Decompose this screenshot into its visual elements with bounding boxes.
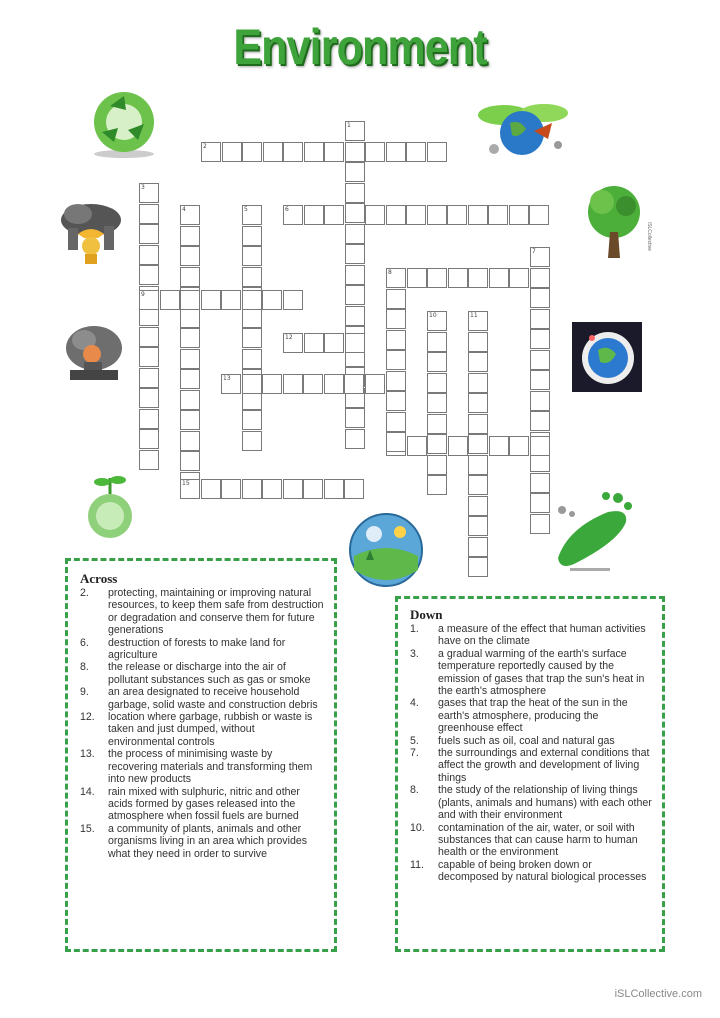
grid-cell[interactable] [242,290,262,310]
clue-across-12: 12. location where garbage, rubbish or waste is taken and just dumped, without environmental controls [80,711,313,748]
grid-cell[interactable] [530,370,550,390]
clue-down-5: 5. fuels such as oil, coal and natural gas [410,734,615,747]
grid-cell[interactable] [180,328,200,348]
grid-cell[interactable] [489,436,509,456]
grid-cell[interactable] [448,436,468,456]
grid-cell[interactable] [489,268,509,288]
grid-cell[interactable] [139,265,159,285]
grid-cell[interactable] [468,373,488,393]
grid-cell[interactable] [530,411,550,431]
clue-number: 10 [429,312,437,319]
grid-cell[interactable] [468,352,488,372]
grid-cell[interactable] [304,142,324,162]
grid-cell[interactable] [427,332,447,352]
grid-cell[interactable] [344,479,364,499]
grid-cell[interactable] [427,352,447,372]
grid-cell[interactable] [386,371,406,391]
grid-cell[interactable] [262,374,282,394]
grid-cell[interactable] [180,390,200,410]
clue-across-8: 8. the release or discharge into the air of pollutant substances such as gas or smoke [80,661,311,686]
grid-cell[interactable] [324,374,344,394]
grid-cell[interactable] [242,431,262,451]
grid-cell[interactable] [304,333,324,353]
page-title: Environment [233,19,487,75]
across-heading: Across [80,571,118,586]
grid-cell[interactable] [180,431,200,451]
grid-cell[interactable] [530,436,550,456]
grid-cell[interactable] [283,374,303,394]
clue-number: 15 [182,480,190,487]
grid-cell[interactable] [427,268,447,288]
grid-cell[interactable] [283,142,303,162]
grid-cell[interactable] [180,410,200,430]
grid-cell[interactable] [345,306,365,326]
grid-cell[interactable] [345,224,365,244]
clue-down-1: 1. a measure of the effect that human activities have on the climate [410,623,646,648]
grid-cell[interactable] [427,475,447,495]
grid-cell[interactable] [180,290,200,310]
grid-cell[interactable] [262,479,282,499]
grid-cell[interactable] [407,436,427,456]
grid-cell[interactable] [468,414,488,434]
grid-cell[interactable] [365,142,385,162]
clue-down-11: 11. capable of being broken down or decomposed by natural biological processes [410,858,647,884]
grid-cell[interactable] [386,309,406,329]
grid-cell[interactable] [427,373,447,393]
grid-cell[interactable] [365,205,385,225]
grid-cell[interactable] [324,205,344,225]
grid-cell[interactable] [468,537,488,557]
grid-cell[interactable] [180,226,200,246]
grid-cell[interactable] [345,142,365,162]
grid-cell[interactable] [406,142,426,162]
grid-cell[interactable] [139,450,159,470]
grid-cell[interactable] [345,265,365,285]
grid-cell[interactable] [448,268,468,288]
grid-cell[interactable] [304,205,324,225]
grid-cell[interactable] [386,289,406,309]
grid-cell[interactable] [221,290,241,310]
grid-cell[interactable] [345,162,365,182]
grid-cell[interactable] [283,479,303,499]
grid-cell[interactable] [365,374,385,394]
grid-cell[interactable] [427,455,447,475]
grid-cell[interactable] [468,455,488,475]
grid-cell[interactable] [201,479,221,499]
grid-cell[interactable] [160,290,180,310]
grid-cell[interactable] [530,493,550,513]
grid-cell[interactable] [468,434,488,454]
grid-cell[interactable] [530,350,550,370]
grid-cell[interactable] [180,349,200,369]
grid-cell[interactable] [386,330,406,350]
clue-number: 6 [285,206,289,213]
clue-down-7: 7. the surroundings and external conditions that affect the growth and development of living things [410,747,650,784]
grid-cell[interactable] [242,410,262,430]
grid-cell[interactable] [386,432,406,452]
grid-cell[interactable] [345,285,365,305]
clue-across-6: 6. destruction of forests to make land for agriculture [80,636,286,662]
clue-number: 2 [203,143,207,150]
clue-number: 11 [470,312,478,319]
grid-cell[interactable] [345,203,365,223]
grid-cell[interactable] [139,429,159,449]
grid-cell[interactable] [242,226,262,246]
down-clues-box [395,596,665,952]
grid-cell[interactable] [468,332,488,352]
grid-cell[interactable] [509,436,529,456]
grid-cell[interactable] [139,224,159,244]
grid-cell[interactable] [530,514,550,534]
grid-cell[interactable] [488,205,508,225]
grid-cell[interactable] [427,393,447,413]
down-heading: Down [410,607,443,622]
clue-across-13: 13. the process of minimising waste by recovering materials and transforming them into new products [80,748,313,786]
grid-cell[interactable] [509,268,529,288]
clue-number: 5 [244,206,248,213]
grid-cell[interactable] [386,142,406,162]
grid-cell[interactable] [242,308,262,328]
across-clues-box [65,558,337,952]
grid-cell[interactable] [303,479,323,499]
grid-cell[interactable] [530,309,550,329]
grid-cell[interactable] [427,142,447,162]
grid-cell[interactable] [180,267,200,287]
grid-cell[interactable] [139,347,159,367]
grid-cell[interactable] [263,142,283,162]
grid-cell[interactable] [242,267,262,287]
clue-across-14: 14. rain mixed with sulphuric, nitric and other acids formed by gases released into the atmosphere when fossil fuels are burned [80,785,300,823]
grid-cell[interactable] [324,333,344,353]
grid-cell[interactable] [530,268,550,288]
clue-down-10: 10. contamination of the air, water, or soil with substances that can cause harm to human health or the environment [410,821,638,859]
grid-cell[interactable] [242,479,262,499]
clue-number: 1 [347,122,351,129]
grid-cell[interactable] [530,391,550,411]
clue-number: 13 [223,375,231,382]
grid-cell[interactable] [324,479,344,499]
clue-number: 7 [532,248,536,255]
grid-cell[interactable] [345,429,365,449]
clue-number: 9 [141,291,145,298]
grid-cell[interactable] [324,142,344,162]
grid-cell[interactable] [303,374,323,394]
grid-cell[interactable] [468,205,488,225]
grid-cell[interactable] [427,434,447,454]
grid-cell[interactable] [180,451,200,471]
grid-cell[interactable] [468,557,488,577]
grid-cell[interactable] [386,391,406,411]
grid-cell[interactable] [345,244,365,264]
grid-cell[interactable] [344,374,364,394]
grid-cell[interactable] [386,205,406,225]
grid-cell[interactable] [406,205,426,225]
grid-cell[interactable] [222,142,242,162]
grid-cell[interactable] [139,388,159,408]
grid-cell[interactable] [283,290,303,310]
grid-cell[interactable] [242,142,262,162]
grid-cell[interactable] [407,268,427,288]
svg-text:iSLCollective: iSLCollective [646,222,652,251]
grid-cell[interactable] [386,412,406,432]
clue-down-8: 8. the study of the relationship of living things (plants, animals and humans) with each other and with their environment [410,784,652,822]
grid-cell[interactable] [180,308,200,328]
grid-cell[interactable] [530,288,550,308]
grid-cell[interactable] [345,333,365,353]
clue-down-3: 3. a gradual warming of the earth's surface temperature reportedly caused by the emission of gases that trap the sun's heat in the earth's atmosphere [410,647,645,698]
grid-cell[interactable] [386,350,406,370]
grid-cell[interactable] [427,205,447,225]
grid-cell[interactable] [468,496,488,516]
grid-cell[interactable] [242,374,262,394]
grid-cell[interactable] [262,290,282,310]
clue-across-15: 15. a community of plants, animals and other organisms living in an area which provides what they need in order to survive [80,822,308,860]
grid-cell[interactable] [139,368,159,388]
grid-cell[interactable] [345,183,365,203]
grid-cell[interactable] [139,409,159,429]
grid-cell[interactable] [509,205,529,225]
clue-number: 3 [141,184,145,191]
site-credit: iSLCollective.com [614,988,702,1000]
grid-cell[interactable] [139,245,159,265]
clue-down-4: 4. gases that trap the heat of the sun in the earth's atmosphere, producing the greenhouse effect [410,697,628,735]
grid-cell[interactable] [180,369,200,389]
grid-cell[interactable] [529,205,549,225]
grid-cell[interactable] [242,246,262,266]
grid-cell[interactable] [139,204,159,224]
clue-number: 12 [285,334,293,341]
grid-cell[interactable] [345,408,365,428]
grid-cell[interactable] [468,268,488,288]
grid-cell[interactable] [468,393,488,413]
clue-number: 8 [388,269,392,276]
grid-cell[interactable] [447,205,467,225]
grid-cell[interactable] [427,414,447,434]
grid-cell[interactable] [468,516,488,536]
grid-cell[interactable] [242,328,262,348]
grid-cell[interactable] [468,475,488,495]
grid-cell[interactable] [530,473,550,493]
clue-across-2: 2. protecting, maintaining or improving natural resources, to keep them safe from destruction or degradation and conserve them for future generations [80,587,324,637]
grid-cell[interactable] [242,349,262,369]
clue-across-9: 9. an area designated to receive household garbage, solid waste and construction debris [80,686,318,711]
grid-cell[interactable] [139,327,159,347]
clue-number: 4 [182,206,186,213]
grid-cell[interactable] [180,246,200,266]
grid-cell[interactable] [221,479,241,499]
grid-cell[interactable] [201,290,221,310]
grid-cell[interactable] [530,329,550,349]
